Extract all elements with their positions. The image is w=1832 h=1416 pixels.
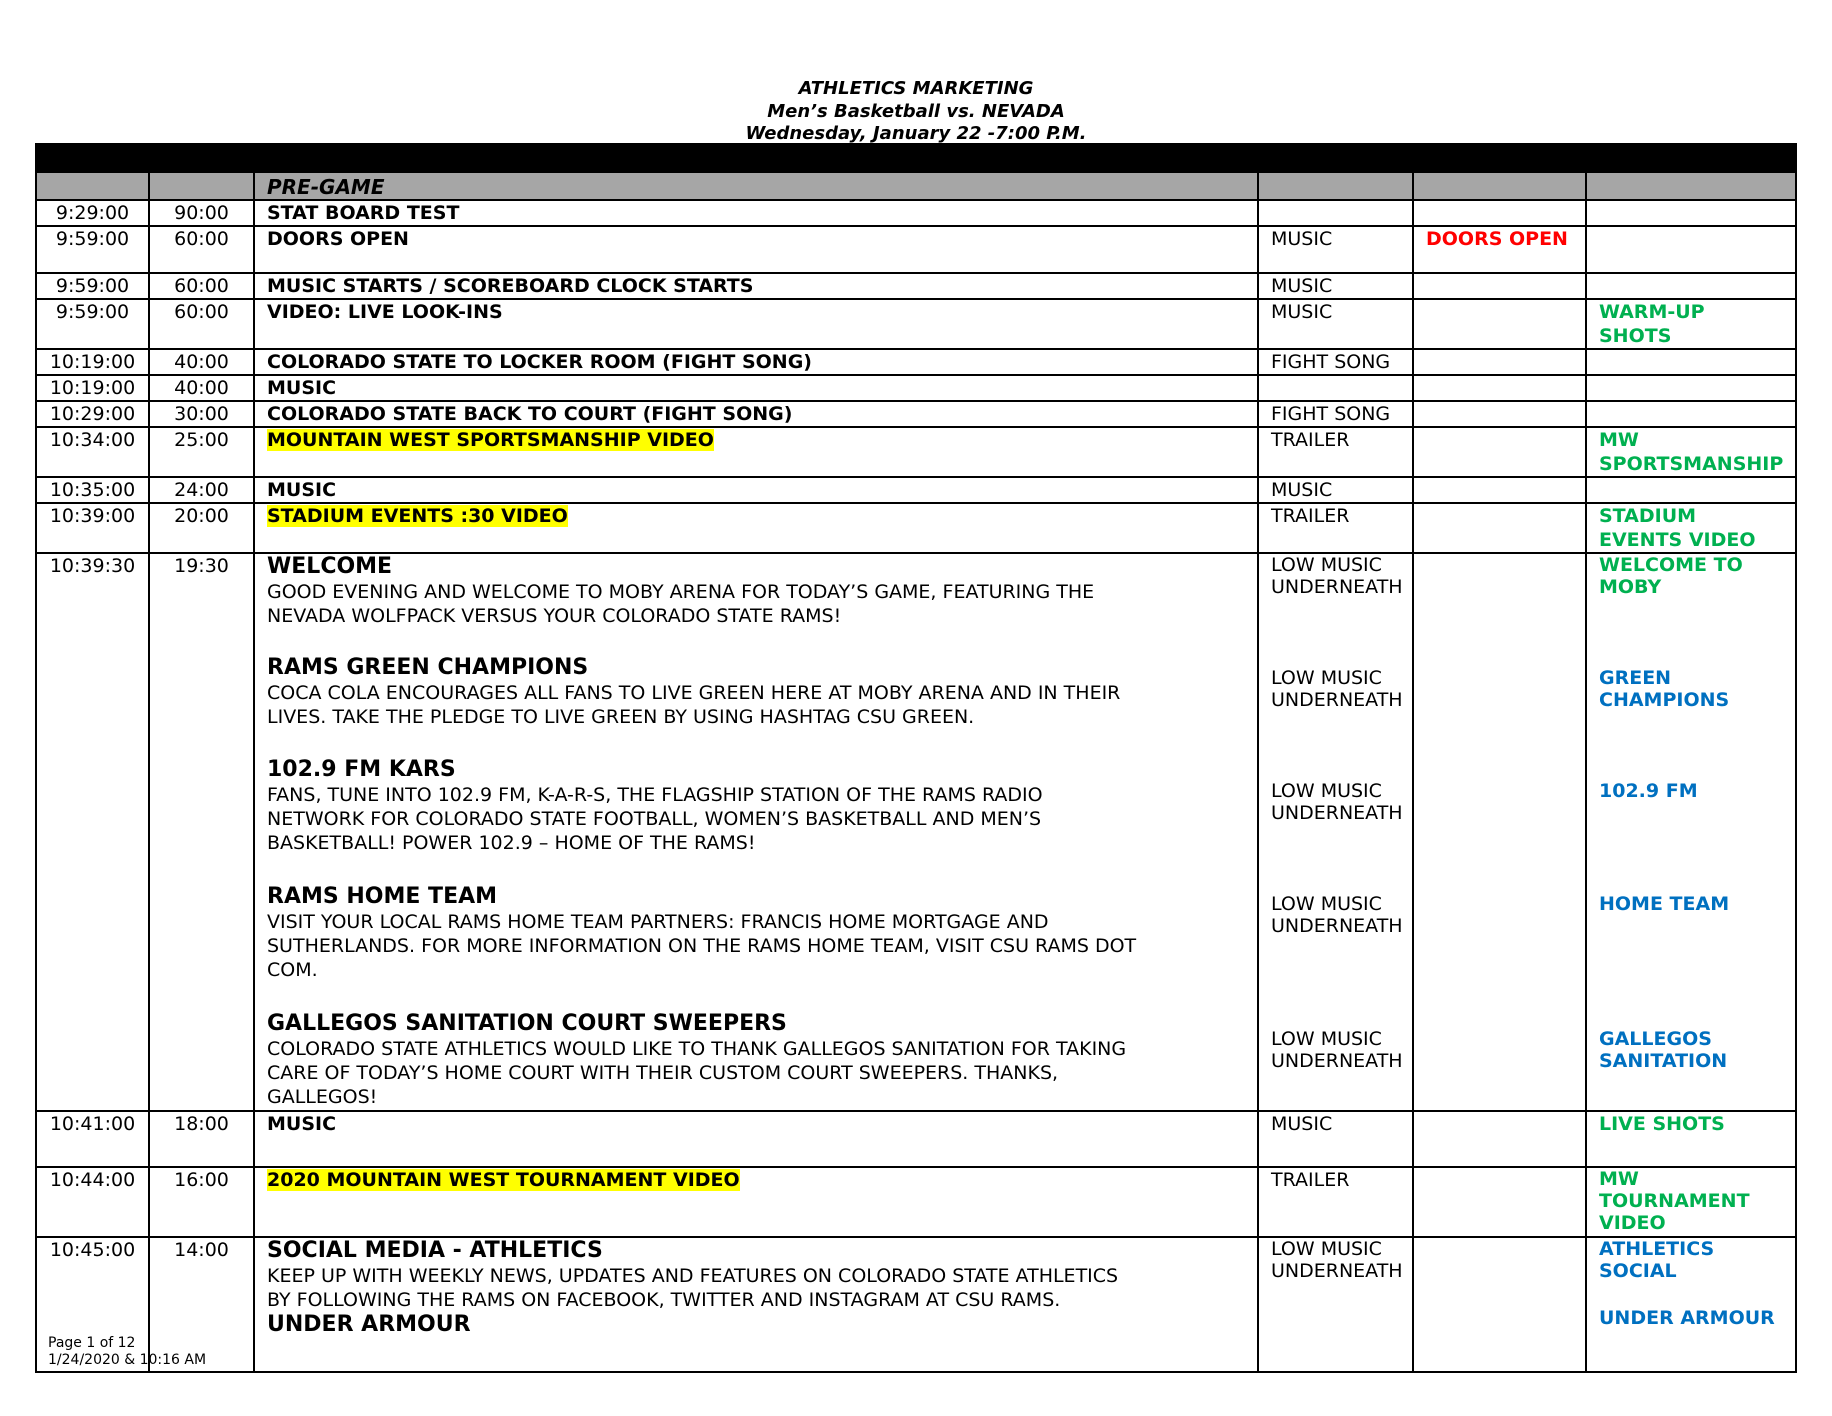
screen-line: GREEN <box>1599 667 1672 689</box>
screen-line: EVENTS VIDEO <box>1599 529 1756 551</box>
table-row <box>36 273 1796 299</box>
screen-cell <box>1586 349 1796 375</box>
script-line: COM. <box>267 959 318 981</box>
alert-cell <box>1413 349 1586 375</box>
screen-line: SOCIAL <box>1599 1260 1677 1282</box>
time-cell: 10:34:00 <box>36 427 149 477</box>
duration-cell: 25:00 <box>149 427 254 477</box>
screen-block <box>1599 667 1783 780</box>
time-cell: 9:59:00 <box>36 226 149 273</box>
screen-cell <box>1586 375 1796 401</box>
screen-cell <box>1586 200 1796 226</box>
script-line: BY FOLLOWING THE RAMS ON FACEBOOK, TWITTER AND INSTAGRAM AT CSU RAMS. <box>267 1289 1061 1311</box>
highlighted-segment: STADIUM EVENTS :30 VIDEO <box>267 505 568 527</box>
audio-line: LOW MUSIC <box>1271 1028 1382 1050</box>
script-cell <box>254 553 1258 1111</box>
duration-cell: 90:00 <box>149 200 254 226</box>
script-line: BASKETBALL! POWER 102.9 – HOME OF THE RAMS! <box>267 832 756 854</box>
duration-cell: 60:00 <box>149 299 254 349</box>
alert-cell <box>1413 427 1586 477</box>
audio-cell: MUSIC <box>1258 299 1413 349</box>
audio-cell: MUSIC <box>1258 1111 1413 1167</box>
script-block-welcome <box>267 554 1245 655</box>
segment-cell: VIDEO: LIVE LOOK-INS <box>254 299 1258 349</box>
screen-line: UNDER ARMOUR <box>1599 1307 1775 1329</box>
audio-line: LOW MUSIC <box>1271 554 1382 576</box>
script-line: NETWORK FOR COLORADO STATE FOOTBALL, WOMEN’S BASKETBALL AND MEN’S <box>267 808 1042 830</box>
audio-cell: TRAILER <box>1258 427 1413 477</box>
table-row <box>36 477 1796 503</box>
alert-cell <box>1413 553 1586 1111</box>
script-block-kars <box>267 757 1245 884</box>
segment-cell: COLORADO STATE BACK TO COURT (FIGHT SONG) <box>254 401 1258 427</box>
table-row <box>36 349 1796 375</box>
screen-cell: LIVE SHOTS <box>1586 1111 1796 1167</box>
table-row <box>36 200 1796 226</box>
table-row <box>36 427 1796 477</box>
audio-cell: MUSIC <box>1258 477 1413 503</box>
script-line: CARE OF TODAY’S HOME COURT WITH THEIR CUSTOM COURT SWEEPERS. THANKS, <box>267 1062 1059 1084</box>
screen-cell <box>1586 427 1796 477</box>
duration-cell: 14:00 <box>149 1237 254 1372</box>
screen-line: MW <box>1599 429 1639 451</box>
audio-cell: MUSIC <box>1258 226 1413 273</box>
doc-date: Wednesday, January 22 -7:00 P.M. <box>745 123 1087 144</box>
screen-cell <box>1586 553 1796 1111</box>
script-line: SUTHERLANDS. FOR MORE INFORMATION ON THE RAMS HOME TEAM, VISIT CSU RAMS DOT <box>267 935 1137 957</box>
alert-cell <box>1413 200 1586 226</box>
duration-cell: 30:00 <box>149 401 254 427</box>
duration-cell: 40:00 <box>149 375 254 401</box>
alert-cell <box>1413 299 1586 349</box>
audio-line: LOW MUSIC <box>1271 780 1382 802</box>
screen-line: SPORTSMANSHIP <box>1599 453 1784 475</box>
screen-block <box>1599 893 1783 1028</box>
script-title: RAMS HOME TEAM <box>267 884 498 909</box>
script-line: GOOD EVENING AND WELCOME TO MOBY ARENA FOR TODAY’S GAME, FEATURING THE <box>267 581 1095 603</box>
screen-line: HOME TEAM <box>1599 893 1730 915</box>
screen-cell <box>1586 503 1796 553</box>
script-line: LIVES. TAKE THE PLEDGE TO LIVE GREEN BY USING HASHTAG CSU GREEN. <box>267 706 975 728</box>
segment-cell <box>254 503 1258 553</box>
alert-cell <box>1413 477 1586 503</box>
screen-cell <box>1586 401 1796 427</box>
audio-line: LOW MUSIC <box>1271 667 1382 689</box>
audio-cell: MUSIC <box>1258 273 1413 299</box>
segment-cell: DOORS OPEN <box>254 226 1258 273</box>
screen-line: SANITATION <box>1599 1050 1728 1072</box>
audio-cell: FIGHT SONG <box>1258 401 1413 427</box>
time-cell: 10:39:30 <box>36 553 149 1111</box>
audio-line: UNDERNEATH <box>1271 1050 1403 1072</box>
audio-line: LOW MUSIC <box>1271 1238 1382 1260</box>
audio-cell <box>1258 200 1413 226</box>
time-cell: 10:19:00 <box>36 375 149 401</box>
time-cell: 10:44:00 <box>36 1167 149 1237</box>
duration-cell: 60:00 <box>149 226 254 273</box>
segment-cell: MUSIC <box>254 477 1258 503</box>
script-block-gallegos <box>267 1011 1245 1109</box>
section-title: PRE-GAME <box>254 172 1258 200</box>
script-line: GALLEGOS! <box>267 1086 378 1108</box>
time-cell: 10:41:00 <box>36 1111 149 1167</box>
screen-cell: WARM-UP SHOTS <box>1586 299 1796 349</box>
script-line: COCA COLA ENCOURAGES ALL FANS TO LIVE GREEN HERE AT MOBY ARENA AND IN THEIR <box>267 682 1121 704</box>
duration-cell: 19:30 <box>149 553 254 1111</box>
audio-block <box>1271 667 1403 780</box>
audio-line: UNDERNEATH <box>1271 576 1403 598</box>
script-line: FANS, TUNE INTO 102.9 FM, K-A-R-S, THE FLAGSHIP STATION OF THE RAMS RADIO <box>267 784 1043 806</box>
audio-line: LOW MUSIC <box>1271 893 1382 915</box>
audio-block <box>1271 554 1403 667</box>
audio-block <box>1271 893 1403 1028</box>
screen-line: 102.9 FM <box>1599 780 1698 802</box>
screen-block <box>1599 554 1783 667</box>
duration-cell: 18:00 <box>149 1111 254 1167</box>
screen-line: STADIUM <box>1599 505 1697 527</box>
script-line: COLORADO STATE ATHLETICS WOULD LIKE TO THANK GALLEGOS SANITATION FOR TAKING <box>267 1038 1127 1060</box>
duration-cell: 40:00 <box>149 349 254 375</box>
print-timestamp: 1/24/2020 & 10:16 AM <box>48 1352 207 1368</box>
screen-line: ATHLETICS <box>1599 1238 1715 1260</box>
black-header-bar <box>36 144 1796 172</box>
script-title: GALLEGOS SANITATION COURT SWEEPERS <box>267 1011 787 1036</box>
table-row <box>36 1111 1796 1167</box>
time-cell: 10:45:00 <box>36 1237 149 1372</box>
segment-cell <box>254 1167 1258 1237</box>
duration-cell: 20:00 <box>149 503 254 553</box>
screen-line: MW <box>1599 1168 1639 1190</box>
alert-cell <box>1413 503 1586 553</box>
segment-cell <box>254 427 1258 477</box>
alert-cell <box>1413 273 1586 299</box>
script-line: NEVADA WOLFPACK VERSUS YOUR COLORADO STATE RAMS! <box>267 605 842 627</box>
audio-cell <box>1258 1237 1413 1372</box>
script-title: RAMS GREEN CHAMPIONS <box>267 655 589 680</box>
time-cell: 9:29:00 <box>36 200 149 226</box>
alert-cell <box>1413 1111 1586 1167</box>
audio-line: UNDERNEATH <box>1271 915 1403 937</box>
time-cell: 9:59:00 <box>36 273 149 299</box>
duration-cell: 16:00 <box>149 1167 254 1237</box>
run-of-show-table <box>35 143 1797 1373</box>
script-block-home-team <box>267 884 1245 1011</box>
audio-cell: FIGHT SONG <box>1258 349 1413 375</box>
script-title: WELCOME <box>267 554 393 579</box>
screen-line: MOBY <box>1599 576 1662 598</box>
alert-cell: DOORS OPEN <box>1413 226 1586 273</box>
alert-cell <box>1413 1237 1586 1372</box>
time-cell: 10:29:00 <box>36 401 149 427</box>
alert-cell <box>1413 401 1586 427</box>
highlighted-segment: MOUNTAIN WEST SPORTSMANSHIP VIDEO <box>267 429 714 451</box>
screen-line: TOURNAMENT <box>1599 1190 1750 1212</box>
audio-cell: TRAILER <box>1258 1167 1413 1237</box>
segment-cell: MUSIC <box>254 375 1258 401</box>
screen-line: WELCOME TO <box>1599 554 1743 576</box>
highlighted-segment: 2020 MOUNTAIN WEST TOURNAMENT VIDEO <box>267 1169 740 1191</box>
doc-subtitle: Men’s Basketball vs. NEVADA <box>767 101 1065 122</box>
script-block-green-champions <box>267 655 1245 757</box>
alert-cell <box>1413 375 1586 401</box>
audio-cell <box>1258 553 1413 1111</box>
table-row-welcome-scripts <box>36 553 1796 1111</box>
script-title: UNDER ARMOUR <box>267 1312 471 1337</box>
screen-block <box>1599 1028 1783 1072</box>
audio-block <box>1271 780 1403 893</box>
duration-cell: 24:00 <box>149 477 254 503</box>
script-cell <box>254 1237 1258 1372</box>
time-cell: 9:59:00 <box>36 299 149 349</box>
table-row <box>36 1167 1796 1237</box>
time-cell: 10:35:00 <box>36 477 149 503</box>
segment-cell: STAT BOARD TEST <box>254 200 1258 226</box>
screen-line: GALLEGOS <box>1599 1028 1712 1050</box>
table-row <box>36 375 1796 401</box>
table-row <box>36 401 1796 427</box>
section-row <box>36 172 1796 200</box>
screen-cell <box>1586 1167 1796 1237</box>
screen-line: CHAMPIONS <box>1599 689 1730 711</box>
audio-cell <box>1258 375 1413 401</box>
screen-line: VIDEO <box>1599 1212 1666 1234</box>
audio-cell: TRAILER <box>1258 503 1413 553</box>
segment-cell: COLORADO STATE TO LOCKER ROOM (FIGHT SONG) <box>254 349 1258 375</box>
script-line: KEEP UP WITH WEEKLY NEWS, UPDATES AND FEATURES ON COLORADO STATE ATHLETICS <box>267 1265 1119 1287</box>
segment-cell: MUSIC STARTS / SCOREBOARD CLOCK STARTS <box>254 273 1258 299</box>
page-number: Page 1 of 12 <box>48 1335 136 1351</box>
screen-block <box>1599 780 1783 893</box>
screen-cell <box>1586 1237 1796 1372</box>
time-cell: 10:19:00 <box>36 349 149 375</box>
script-line: VISIT YOUR LOCAL RAMS HOME TEAM PARTNERS: FRANCIS HOME MORTGAGE AND <box>267 911 1049 933</box>
table-row <box>36 1237 1796 1372</box>
alert-cell <box>1413 1167 1586 1237</box>
script-title: SOCIAL MEDIA - ATHLETICS <box>267 1238 603 1263</box>
audio-line: UNDERNEATH <box>1271 802 1403 824</box>
duration-cell: 60:00 <box>149 273 254 299</box>
table-row <box>36 299 1796 349</box>
table-row <box>36 226 1796 273</box>
screen-cell <box>1586 273 1796 299</box>
script-title: 102.9 FM KARS <box>267 757 456 782</box>
table-row <box>36 503 1796 553</box>
screen-cell <box>1586 226 1796 273</box>
audio-line: UNDERNEATH <box>1271 689 1403 711</box>
segment-cell: MUSIC <box>254 1111 1258 1167</box>
time-cell: 10:39:00 <box>36 503 149 553</box>
audio-line: UNDERNEATH <box>1271 1260 1403 1282</box>
doc-title: ATHLETICS MARKETING <box>798 78 1034 99</box>
audio-block <box>1271 1028 1403 1072</box>
screen-cell <box>1586 477 1796 503</box>
